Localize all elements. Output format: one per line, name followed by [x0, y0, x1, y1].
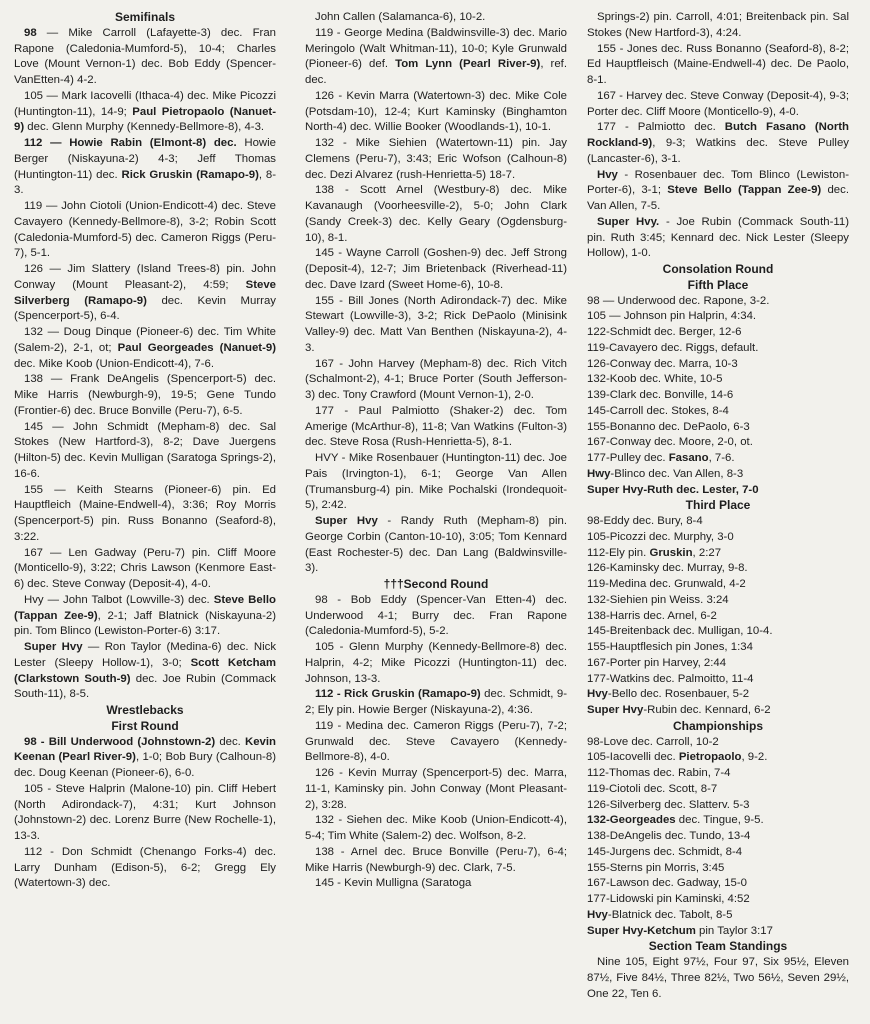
result-paragraph	[587, 10, 849, 42]
text-run: — Mike Carroll (Lafayette-3) dec. Fran Rapone (Caledonia-Mumford-5), 10-4; Charles Love (Mount Vernon-1) dec. Bob Eddy (Spencer-VanEtten-4) 4-2.	[14, 26, 276, 86]
result-paragraph	[305, 357, 567, 404]
bold-run: Steve Silverberg (Ramapo-9)	[14, 278, 276, 307]
result-line	[587, 294, 849, 310]
text-run: 138 — Frank DeAngelis (Spencerport-5) dec. Mike Harris (Newburgh-9), 19-5; Gene Tundo (Frontier-6) dec. Bruce Bonville (Peru-7), 6-5.	[14, 373, 276, 417]
result-line	[587, 829, 849, 845]
result-line	[587, 908, 849, 924]
result-paragraph	[587, 955, 849, 1002]
result-paragraph	[14, 845, 276, 892]
text-run: 119-Medina dec. Grunwald, 4-2	[587, 578, 746, 590]
text-run: -Blinco dec. Van Allen, 8-3	[610, 467, 744, 480]
bold-run: 112 - Rick Gruskin (Ramapo-9)	[315, 688, 481, 701]
bold-run: Hvy	[597, 168, 618, 181]
text-run: 167-Conway dec. Moore, 2-0, ot.	[587, 436, 753, 449]
text-run: 155-Bonanno dec. DePaolo, 6-3	[587, 420, 750, 433]
result-line	[587, 388, 849, 404]
result-line	[587, 561, 849, 577]
text-run: 155 - Bill Jones (North Adirondack-7) dec. Mike Stewart (Lowville-3), 3-2; Rick DePaolo (Minisink Valley-9) dec. Matt Van Benthen (Niskayuna-2), 4-3.	[305, 294, 567, 354]
bold-run: Hwy	[587, 467, 611, 480]
result-paragraph	[14, 420, 276, 483]
result-paragraph	[587, 89, 849, 121]
text-run: 145 - Kevin Mulligna (Saratoga	[315, 877, 472, 890]
text-run: 155-Sterns pin Morris, 3:45	[587, 861, 725, 874]
result-paragraph	[14, 782, 276, 845]
result-line	[587, 782, 849, 798]
bold-run: Pietropaolo	[678, 751, 742, 764]
result-line	[587, 640, 849, 656]
text-run: 105-Picozzi dec. Murphy, 3-0	[587, 530, 734, 543]
text-run: , 8-3.	[14, 168, 276, 197]
bold-run: Gruskin	[649, 546, 693, 559]
section-heading: Fifth Place	[687, 277, 749, 292]
result-line	[587, 624, 849, 640]
text-run: 126-Conway dec. Marra, 10-3	[587, 357, 738, 370]
result-paragraph	[305, 514, 567, 577]
bold-run: Super Hvy	[587, 704, 644, 716]
result-paragraph	[305, 10, 567, 26]
result-line	[587, 735, 849, 751]
text-run: dec. Kevin Murray (Spencerport-5), 6-4.	[14, 294, 276, 323]
text-run: dec. Joe Rubin (Commack South-11), 8-5.	[14, 672, 276, 701]
section-heading: Semifinals	[114, 10, 176, 24]
text-run: 126 - Kevin Marra (Watertown-3) dec. Mike Cole (Potsdam-10), 12-4; Kurt Kaminsky (Binghamton North-4) dec. Willie Booker (Woodlands-1), 10-1.	[305, 89, 567, 134]
text-run: Hvy — John Talbot (Lowville-3) dec.	[24, 593, 214, 606]
text-run: 132-Koob dec. White, 10-5	[587, 373, 723, 386]
text-run: 167 — Len Gadway (Peru-7) pin. Cliff Moore (Monticello-9), 3:22; Chris Lawson (Kenmore East-6) dec. Steve Conway (Deposit-4), 4-0.	[14, 546, 276, 590]
result-line	[587, 798, 849, 814]
result-paragraph	[305, 451, 567, 514]
result-paragraph	[305, 876, 567, 892]
result-paragraph	[14, 136, 276, 199]
text-run: -Bello dec. Rosenbauer, 5-2	[607, 688, 750, 701]
text-run: 132 — Doug Dinque (Pioneer-6) dec. Tim White (Salem-2), 2-1, ot;	[14, 326, 276, 354]
result-line	[587, 451, 849, 467]
bold-run: Paul Pietropaolo (Nanuet-9)	[14, 105, 276, 134]
bold-run: 112 — Howie Rabin (Elmont-8) dec.	[24, 137, 237, 149]
text-run: 112-Ely pin.	[587, 546, 650, 559]
result-line	[587, 467, 849, 483]
result-paragraph	[14, 483, 276, 546]
text-run: , 7-6.	[708, 452, 735, 464]
result-line	[587, 404, 849, 420]
result-paragraph	[305, 89, 567, 136]
text-run: 126-Kaminsky dec. Murray, 9-8.	[587, 562, 748, 575]
result-paragraph	[587, 120, 849, 167]
section-heading: Third Place	[685, 498, 751, 513]
bold-run: Tom Lynn (Pearl River-9)	[395, 58, 541, 71]
text-run: 155-Hauptflesich pin Jones, 1:34	[587, 641, 753, 653]
bold-run: Hvy	[587, 688, 608, 701]
text-run: 177-Watkins dec. Palmoitto, 11-4	[587, 672, 754, 685]
result-paragraph	[305, 719, 567, 766]
text-run: 138 - Scott Arnel (Westbury-8) dec. Mike Kavanaugh (Voorheesville-2), 5-0; John Clark (Sandy Creek-3) dec. Kelly Geary (Ogdensburg-10), 8-1.	[305, 184, 567, 244]
text-run: 145 — John Schmidt (Mepham-8) dec. Sal Stokes (New Hartford-3), 8-2; Dave Juergens (Hilton-5) dec. Kevin Mulligan (Saratoga Springs-2), 16-6.	[14, 420, 276, 480]
text-run: 167-Lawson dec. Gadway, 15-0	[587, 877, 747, 890]
text-run: 177-Pulley dec.	[587, 452, 669, 464]
bold-run: Super Hvy.	[597, 215, 660, 228]
text-run: HVY - Mike Rosenbauer (Huntington-11) dec. Joe Pais (Irvington-1), 6-1; George Van Allen (Trumansburg-4) pin. Mike Pochalski (Irondequoit-5), 2:42.	[305, 452, 567, 512]
result-line	[587, 924, 849, 940]
result-line	[587, 672, 849, 688]
section-heading: First Round	[111, 718, 179, 733]
bold-run: Paul Georgeades (Nanuet-9)	[117, 341, 277, 354]
text-run: 167 - Harvey dec. Steve Conway (Deposit-4), 9-3; Porter dec. Cliff Moore (Monticello-9), 4-0.	[587, 89, 849, 118]
text-run: 119 — John Ciotoli (Union-Endicott-4) dec. Steve Cavayero (Kennedy-Bellmore-8), 3-2; Robin Scott (Caledonia-Mumford-5) dec. Cameron Riggs (Peru-7), 5-1.	[14, 200, 276, 260]
text-run: , ref. dec.	[305, 58, 567, 86]
text-run: dec. Tingue, 9-5.	[675, 814, 764, 827]
result-line	[587, 845, 849, 861]
text-run: 139-Clark dec. Bonville, 14-6	[587, 389, 734, 401]
text-run: , 9-3; Watkins dec. Steve Pulley (Lancaster-6), 3-1.	[587, 137, 849, 165]
result-paragraph	[305, 26, 567, 89]
bold-run: 132-Georgeades	[587, 814, 676, 827]
result-paragraph	[14, 735, 276, 782]
bold-run: Hvy	[587, 908, 608, 921]
text-run: 126 — Jim Slattery (Island Trees-8) pin. John Conway (Mount Pleasant-2), 4:59;	[14, 263, 276, 291]
bold-run: Rick Gruskin (Ramapo-9)	[121, 168, 259, 181]
bold-run: Super Hvy	[315, 515, 378, 527]
result-paragraph	[305, 183, 567, 246]
result-paragraph	[14, 199, 276, 262]
text-run: 105 — Johnson pin Halprin, 4:34.	[587, 310, 757, 323]
text-run: 145 - Wayne Carroll (Goshen-9) dec. Jeff Strong (Deposit-4), 12-7; Jim Brietenback (Riverhead-11) dec. Dave Izard (Sweet Home-6), 10-8.	[305, 247, 567, 291]
result-line	[587, 892, 849, 908]
text-run: 119 - George Medina (Baldwinsville-3) dec. Mario Meringolo (Walt Whitman-11), 10-0; Kyle Grunwald (Pioneer-6) def.	[305, 26, 567, 71]
result-paragraph	[305, 813, 567, 845]
text-run: 119-Cavayero dec. Riggs, default.	[587, 341, 759, 354]
text-run: Springs-2) pin. Carroll, 4:01; Breitenback pin. Sal Stokes (New Hartford-3), 4:24.	[587, 11, 849, 39]
result-paragraph	[587, 168, 849, 215]
text-run: 122-Schmidt dec. Berger, 12-6	[587, 326, 742, 338]
text-run: 119-Ciotoli dec. Scott, 8-7	[587, 782, 718, 795]
result-paragraph	[305, 136, 567, 183]
result-paragraph	[14, 640, 276, 703]
section-heading: †††Second Round	[383, 577, 489, 591]
text-run: -Blatnick dec. Tabolt, 8-5	[607, 908, 733, 921]
result-line	[587, 861, 849, 877]
text-run: 105-Iacovelli dec.	[587, 751, 679, 764]
result-line	[587, 341, 849, 357]
text-run: 177 - Palmiotto dec.	[597, 121, 725, 134]
text-run: 138-DeAngelis dec. Tundo, 13-4	[587, 830, 751, 842]
text-run: John Callen (Salamanca-6), 10-2.	[315, 11, 486, 23]
bold-run: Butch Fasano (North Rockland-9)	[587, 121, 850, 149]
text-run: 105 - Glenn Murphy (Kennedy-Bellmore-8) dec. Halprin, 4-2; Mike Picozzi (Huntington-11) dec. Johnson, 13-3.	[305, 641, 567, 685]
result-paragraph	[305, 766, 567, 813]
bold-run: Super Hvy	[24, 641, 83, 653]
result-line	[587, 546, 849, 562]
bold-run: Fasano	[668, 452, 709, 464]
result-line	[587, 530, 849, 546]
text-run: 132 - Mike Siehien (Watertown-11) pin. Jay Clemens (Peru-7), 3:43; Eric Wofson (Calhoun-8) dec. Dezi Alvarez (rush-Henrietta-5) 18-7.	[305, 137, 567, 181]
text-run: - Joe Rubin (Commack South-11) pin. Ruth 3:45; Kennard dec. Nick Lester (Sleepy Hollow), 1-0.	[587, 215, 849, 260]
result-paragraph	[305, 845, 567, 877]
result-line	[587, 483, 849, 499]
result-paragraph	[305, 246, 567, 293]
text-run: 126 - Kevin Murray (Spencerport-5) dec. Marra, 11-1, Kaminsky pin. John Conway (Mont Pleasant-2), 3:28.	[305, 767, 567, 811]
result-paragraph	[305, 640, 567, 687]
result-paragraph	[305, 687, 567, 719]
text-run: 105 - Steve Halprin (Malone-10) pin. Cliff Hebert (North Adirondack-7), 4:31; Kurt Johnson (Johnstown-2) dec. Lorenz Burre (New Rochelle-1), 13-3.	[14, 782, 276, 842]
result-paragraph	[14, 593, 276, 640]
text-run: dec. Schmidt, 9-2; Ely pin. Howie Berger (Niskayuna-2), 4:36.	[305, 688, 567, 716]
result-paragraph	[587, 42, 849, 89]
text-run: Howie Berger (Niskayuna-2) 4-3; Jeff Thomas (Huntington-11) dec.	[14, 137, 276, 181]
text-run: 132 - Siehen dec. Mike Koob (Union-Endicott-4), 5-4; Tim White (Salem-2) dec. Wolfson, 8-2.	[305, 814, 567, 842]
bold-run: Steve Bello (Tappan Zee-9)	[667, 184, 822, 197]
text-run: , 2:27	[692, 546, 722, 559]
text-run: 155 - Jones dec. Russ Bonanno (Seaford-8), 8-2; Ed Hauptfleisch (Maine-Endwell-4) dec. De Paolo, 8-1.	[587, 42, 849, 86]
result-line	[587, 593, 849, 609]
result-line	[587, 372, 849, 388]
result-paragraph	[14, 372, 276, 419]
text-run: 98 - Bob Eddy (Spencer-Van Etten-4) dec. Underwood 4-1; Burry dec. Fran Rapone (Caledonia-Mumford-5), 5-2.	[305, 593, 567, 638]
text-run: 155 — Keith Stearns (Pioneer-6) pin. Ed Hauptfleich (Maine-Endwell-4), 3:36; Roy Morris (Spencerport-5) pin. Russ Bonanno (Seaford-8), 3:22.	[14, 483, 276, 543]
text-run: 145-Carroll dec. Stokes, 8-4	[587, 404, 729, 417]
bold-run: Kevin Keenan (Pearl River-9)	[14, 735, 277, 764]
result-paragraph	[305, 294, 567, 357]
text-run: 167 - John Harvey (Mepham-8) dec. Rich Vitch (Schalmont-2), 4-1; Bruce Porter (South Jefferson-3) dec. Tony Crawford (Mount Vernon-1), 2-0.	[305, 357, 567, 401]
text-run: -Rubin dec. Kennard, 6-2	[643, 704, 771, 716]
text-run: 98 — Underwood dec. Rapone, 3-2.	[587, 294, 770, 307]
result-paragraph	[305, 593, 567, 640]
text-run: dec. Mike Koob (Union-Endicott-4), 7-6.	[14, 357, 215, 370]
result-line	[587, 435, 849, 451]
text-run: 119 - Medina dec. Cameron Riggs (Peru-7), 7-2; Grunwald dec. Steve Cavayero (Kennedy-Bellmore-8), 4-0.	[305, 719, 567, 764]
result-paragraph	[14, 546, 276, 593]
text-run: 177 - Paul Palmiotto (Shaker-2) dec. Tom Amerige (McArthur-8), 11-8; Van Watkins (Fulton-3) dec. Steve Rosa (Rush-Henrietta-5), 8-1.	[305, 404, 567, 449]
result-line	[587, 609, 849, 625]
text-run: 138-Harris dec. Arnel, 6-2	[587, 609, 717, 622]
result-line	[587, 750, 849, 766]
text-run: Nine 105, Eight 97½, Four 97, Six 95½, Eleven 87½, Five 84½, Three 82½, Two 56½, Seven 29½, One 22, Ten 6.	[587, 956, 849, 1000]
text-run: dec. Glenn Murphy (Kennedy-Bellmore-8), 4-3.	[24, 121, 265, 134]
text-run: dec. Van Allen, 7-5.	[587, 184, 849, 212]
text-run: 98-Love dec. Carroll, 10-2	[587, 735, 719, 748]
text-run: 145-Jurgens dec. Schmidt, 8-4	[587, 845, 743, 858]
column-1	[14, 10, 276, 892]
result-line	[587, 309, 849, 325]
result-paragraph	[587, 215, 849, 262]
column-3	[587, 10, 849, 1002]
section-heading: Wrestlebacks	[106, 703, 184, 717]
bold-run: Steve Bello (Tappan Zee-9)	[14, 593, 276, 622]
section-heading: Section Team Standings	[648, 939, 788, 954]
text-run: 132-Siehien pin Weiss. 3:24	[587, 593, 729, 606]
text-run: - Randy Ruth (Mepham-8) pin. George Corbin (Canton-10-10), 3:05; Tom Kennard (East Rochester-5) dec. Dan Lang (Baldwinsville-3).	[305, 515, 568, 575]
text-run: , 9-2.	[741, 751, 768, 764]
result-line	[587, 577, 849, 593]
result-paragraph	[305, 404, 567, 451]
result-line	[587, 813, 849, 829]
result-line	[587, 876, 849, 892]
bold-run: Super Hvy-Ketchum	[587, 924, 696, 937]
result-paragraph	[14, 325, 276, 372]
bold-run: 98 - Bill Underwood (Johnstown-2)	[24, 735, 216, 748]
text-run: 112 - Don Schmidt (Chenango Forks-4) dec. Larry Dunham (Edison-5), 6-2; Gregg Ely (Watertown-3) dec.	[14, 845, 276, 890]
section-heading: Consolation Round	[662, 262, 774, 276]
bold-run: Scott Ketcham (Clarkstown South-9)	[14, 656, 276, 685]
result-line	[587, 656, 849, 672]
bold-run: 98	[24, 26, 37, 39]
text-run: - Rosenbauer dec. Tom Blinco (Lewiston-Porter-6), 3-1;	[587, 168, 849, 197]
result-line	[587, 703, 849, 719]
text-run: — Ron Taylor (Medina-6) dec. Nick Lester (Sleepy Hollow-1), 3-0;	[14, 641, 277, 669]
text-run: 138 - Arnel dec. Bruce Bonville (Peru-7), 6-4; Mike Harris (Newburgh-9) dec. Clark, 7-5.	[305, 845, 567, 874]
result-line	[587, 514, 849, 530]
text-run: 167-Porter pin Harvey, 2:44	[587, 656, 727, 669]
result-paragraph	[14, 26, 276, 89]
result-line	[587, 325, 849, 341]
text-run: 98-Eddy dec. Bury, 8-4	[587, 515, 703, 527]
text-run: pin Taylor 3:17	[695, 924, 773, 937]
result-line	[587, 687, 849, 703]
column-2	[305, 10, 567, 892]
text-run: 112-Thomas dec. Rabin, 7-4	[587, 767, 731, 779]
text-run: 177-Lidowski pin Kaminski, 4:52	[587, 893, 750, 905]
result-paragraph	[14, 89, 276, 136]
text-run: , 2-1; Jaff Blatnick (Niskayuna-2) pin. Tom Blinco (Lewiston-Porter-6) 3:17.	[14, 609, 276, 638]
text-run: 126-Silverberg dec. Slatterv. 5-3	[587, 798, 750, 811]
bold-run: Super Hvy-Ruth dec. Lester, 7-0	[587, 483, 759, 496]
result-line	[587, 357, 849, 373]
text-run: , 1-0; Bob Bury (Calhoun-8) dec. Doug Keenan (Pioneer-6), 6-0.	[14, 751, 276, 779]
result-paragraph	[14, 262, 276, 325]
result-line	[587, 766, 849, 782]
section-heading: Championships	[672, 718, 763, 733]
text-run: 145-Breitenback dec. Mulligan, 10-4.	[587, 625, 773, 638]
text-run: 105 — Mark Iacovelli (Ithaca-4) dec. Mike Picozzi (Huntington-11), 14-9;	[14, 89, 276, 118]
text-run: dec.	[215, 735, 245, 748]
result-line	[587, 420, 849, 436]
